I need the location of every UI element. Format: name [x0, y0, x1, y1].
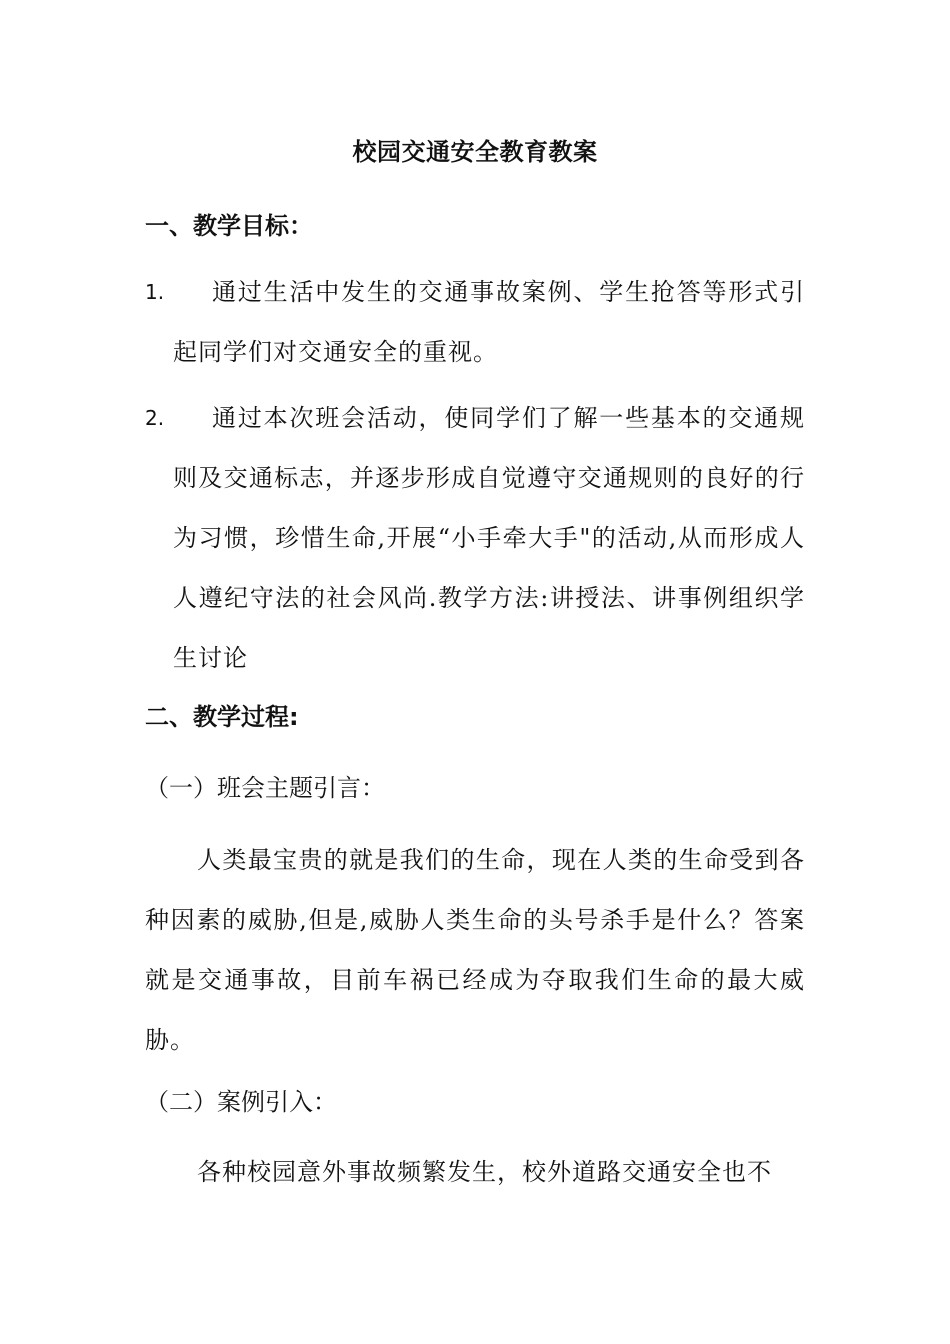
subheading-theme-intro: （一）班会主题引言： — [145, 774, 385, 802]
subheading-case-intro: （二）案例引入： — [145, 1088, 337, 1116]
list-number: 2. — [145, 406, 165, 430]
list-item-goal-2 — [145, 388, 805, 688]
section-heading-teaching-process: 二、教学过程: — [145, 703, 299, 731]
document-title: 校园交通安全教育教案 — [352, 138, 598, 166]
paragraph-case-intro: 各种校园意外事故频繁发生，校外道路交通安全也不 — [197, 1158, 772, 1186]
list-item-goal-1 — [145, 262, 805, 382]
list-item-text: 通过生活中发生的交通事故案例、学生抢答等形式引起同学们对交通安全的重视。 — [173, 278, 805, 366]
section-heading-teaching-goals: 一、教学目标： — [145, 212, 313, 240]
list-item-text: 通过本次班会活动，使同学们了解一些基本的交通规则及交通标志，并逐步形成自觉遵守交通规则的良好的行为习惯，珍惜生命,开展“小手牵大手"的活动,从而形成人人遵纪守法的社会风尚.教学方法:讲授法、讲事例组织学生讨论 — [173, 404, 805, 672]
list-number: 1. — [145, 280, 165, 304]
paragraph-theme-intro: 人类最宝贵的就是我们的生命，现在人类的生命受到各种因素的威胁,但是,威胁人类生命的头号杀手是什么？答案就是交通事故，目前车祸已经成为夺取我们生命的最大威胁。 — [145, 846, 805, 1054]
